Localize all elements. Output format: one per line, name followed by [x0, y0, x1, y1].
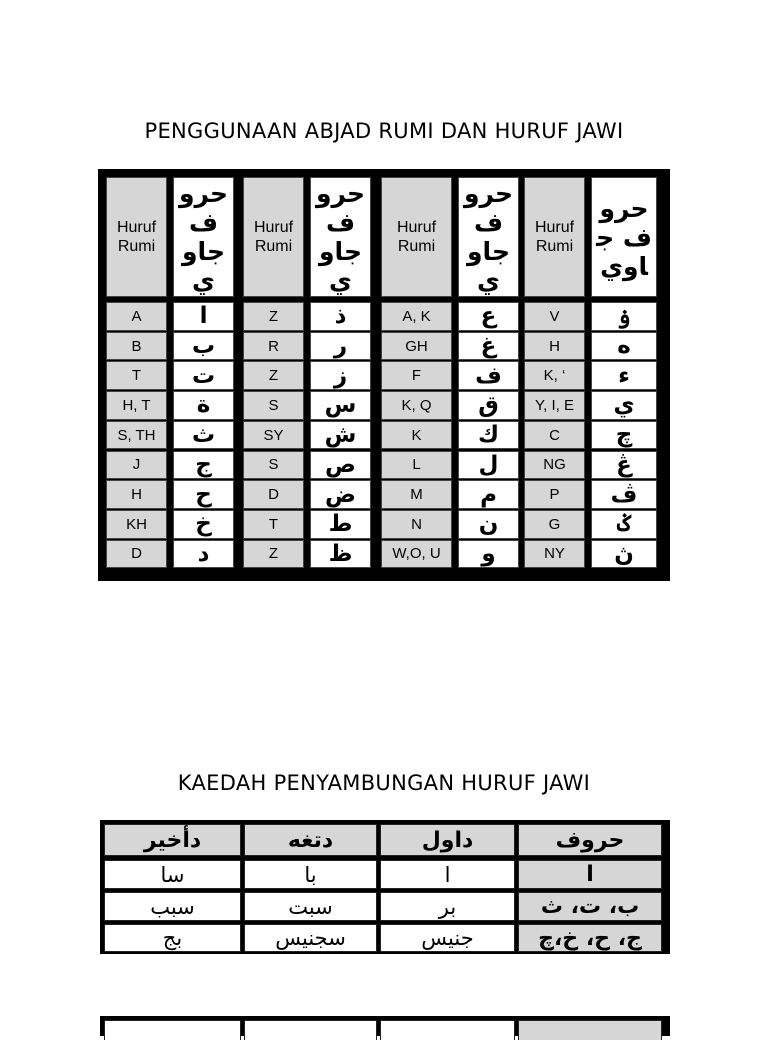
jawi-letter-cell: ب	[173, 332, 234, 361]
rumi-letter-cell: J	[106, 451, 167, 480]
column-header: حروف	[518, 824, 662, 856]
letter-group-cell: ج، ح، خ،چ	[518, 924, 662, 952]
rumi-letter-cell: Z	[243, 361, 304, 390]
rumi-letter-cell: W,O, U	[381, 540, 452, 569]
jawi-letter-cell: ض	[310, 480, 371, 509]
example-word-cell: سبب	[104, 892, 241, 921]
jawi-letter-cell: ء	[591, 361, 657, 390]
rumi-letter-cell: T	[243, 510, 304, 539]
header-huruf-jawi: حروف جاوي	[173, 177, 234, 297]
rumi-letter-cell: K	[381, 421, 452, 450]
jawi-letter-cell: ڤ	[591, 480, 657, 509]
jawi-letter-cell: ه	[591, 332, 657, 361]
column-header: دتغه	[244, 824, 377, 856]
jawi-letter-cell: ف	[458, 361, 519, 390]
rumi-letter-cell: SY	[243, 421, 304, 450]
example-word-cell: بج	[104, 924, 241, 952]
jawi-letter-cell: ح	[173, 480, 234, 509]
example-word-cell: بر	[380, 892, 515, 921]
column-header: دأخير	[104, 824, 241, 856]
rumi-letter-cell: H	[106, 480, 167, 509]
rumi-letter-cell: C	[524, 421, 585, 450]
header-huruf-rumi: Huruf Rumi	[381, 177, 452, 297]
section-title: KAEDAH PENYAMBUNGAN HURUF JAWI	[177, 771, 591, 795]
rumi-letter-cell: S, TH	[106, 421, 167, 450]
jawi-letter-cell: ع	[458, 302, 519, 331]
rumi-letter-cell: S	[243, 451, 304, 480]
example-word-cell: سا	[104, 860, 241, 889]
jawi-letter-cell: ظ	[310, 540, 371, 569]
rumi-letter-cell: D	[243, 480, 304, 509]
jawi-letter-cell: ة	[173, 391, 234, 420]
jawi-letter-cell: ۏ	[591, 302, 657, 331]
jawi-letter-cell: ڠ	[591, 451, 657, 480]
jawi-letter-cell: غ	[458, 332, 519, 361]
jawi-letter-cell: ݢ	[591, 510, 657, 539]
header-huruf-jawi: حروف جاوي	[591, 177, 657, 297]
column-header: داول	[380, 824, 515, 856]
rumi-letter-cell: K, Q	[381, 391, 452, 420]
rumi-letter-cell: NY	[524, 540, 585, 569]
jawi-letter-cell: س	[310, 391, 371, 420]
partial-cell	[104, 1020, 241, 1040]
jawi-letter-cell: خ	[173, 510, 234, 539]
jawi-letter-cell: چ	[591, 421, 657, 450]
rumi-letter-cell: GH	[381, 332, 452, 361]
rumi-letter-cell: Y, I, E	[524, 391, 585, 420]
jawi-letter-cell: ك	[458, 421, 519, 450]
rumi-letter-cell: G	[524, 510, 585, 539]
example-word-cell: با	[244, 860, 377, 889]
rumi-letter-cell: R	[243, 332, 304, 361]
letter-group-cell: ا	[518, 860, 662, 889]
jawi-letter-cell: ت	[173, 361, 234, 390]
jawi-letter-cell: ز	[310, 361, 371, 390]
partial-cell	[518, 1020, 662, 1040]
joining-table	[100, 820, 670, 954]
jawi-letter-cell: ق	[458, 391, 519, 420]
jawi-letter-cell: ط	[310, 510, 371, 539]
next-table-partial	[100, 1016, 670, 1036]
letter-group-cell: ب، ت، ث	[518, 892, 662, 921]
rumi-letter-cell: NG	[524, 451, 585, 480]
example-word-cell: ا	[380, 860, 515, 889]
header-huruf-rumi: Huruf Rumi	[243, 177, 304, 297]
partial-cell	[244, 1020, 377, 1040]
rumi-letter-cell: F	[381, 361, 452, 390]
example-word-cell: سبت	[244, 892, 377, 921]
rumi-letter-cell: T	[106, 361, 167, 390]
header-huruf-rumi: Huruf Rumi	[524, 177, 585, 297]
rumi-letter-cell: B	[106, 332, 167, 361]
rumi-letter-cell: P	[524, 480, 585, 509]
jawi-letter-cell: د	[173, 540, 234, 569]
jawi-letter-cell: ن	[458, 510, 519, 539]
jawi-letter-cell: ر	[310, 332, 371, 361]
rumi-letter-cell: KH	[106, 510, 167, 539]
header-huruf-rumi: Huruf Rumi	[106, 177, 167, 297]
header-huruf-jawi: حروف جاوي	[310, 177, 371, 297]
example-word-cell: سجنيس	[244, 924, 377, 952]
header-huruf-jawi: حروف جاوي	[458, 177, 519, 297]
rumi-letter-cell: H, T	[106, 391, 167, 420]
rumi-letter-cell: A	[106, 302, 167, 331]
rumi-letter-cell: N	[381, 510, 452, 539]
example-word-cell: جنيس	[380, 924, 515, 952]
rumi-letter-cell: V	[524, 302, 585, 331]
rumi-letter-cell: K, ‘	[524, 361, 585, 390]
jawi-letter-cell: ث	[173, 421, 234, 450]
rumi-letter-cell: S	[243, 391, 304, 420]
rumi-letter-cell: A, K	[381, 302, 452, 331]
rumi-letter-cell: M	[381, 480, 452, 509]
alphabet-table	[98, 169, 670, 581]
jawi-letter-cell: م	[458, 480, 519, 509]
jawi-letter-cell: و	[458, 540, 519, 569]
rumi-letter-cell: D	[106, 540, 167, 569]
jawi-letter-cell: ڽ	[591, 540, 657, 569]
jawi-letter-cell: ل	[458, 451, 519, 480]
jawi-letter-cell: ش	[310, 421, 371, 450]
jawi-letter-cell: ص	[310, 451, 371, 480]
jawi-letter-cell: ا	[173, 302, 234, 331]
jawi-letter-cell: ذ	[310, 302, 371, 331]
rumi-letter-cell: Z	[243, 540, 304, 569]
partial-cell	[380, 1020, 515, 1040]
rumi-letter-cell: H	[524, 332, 585, 361]
jawi-letter-cell: ي	[591, 391, 657, 420]
page-title: PENGGUNAAN ABJAD RUMI DAN HURUF JAWI	[144, 119, 624, 143]
jawi-letter-cell: ج	[173, 451, 234, 480]
rumi-letter-cell: L	[381, 451, 452, 480]
rumi-letter-cell: Z	[243, 302, 304, 331]
